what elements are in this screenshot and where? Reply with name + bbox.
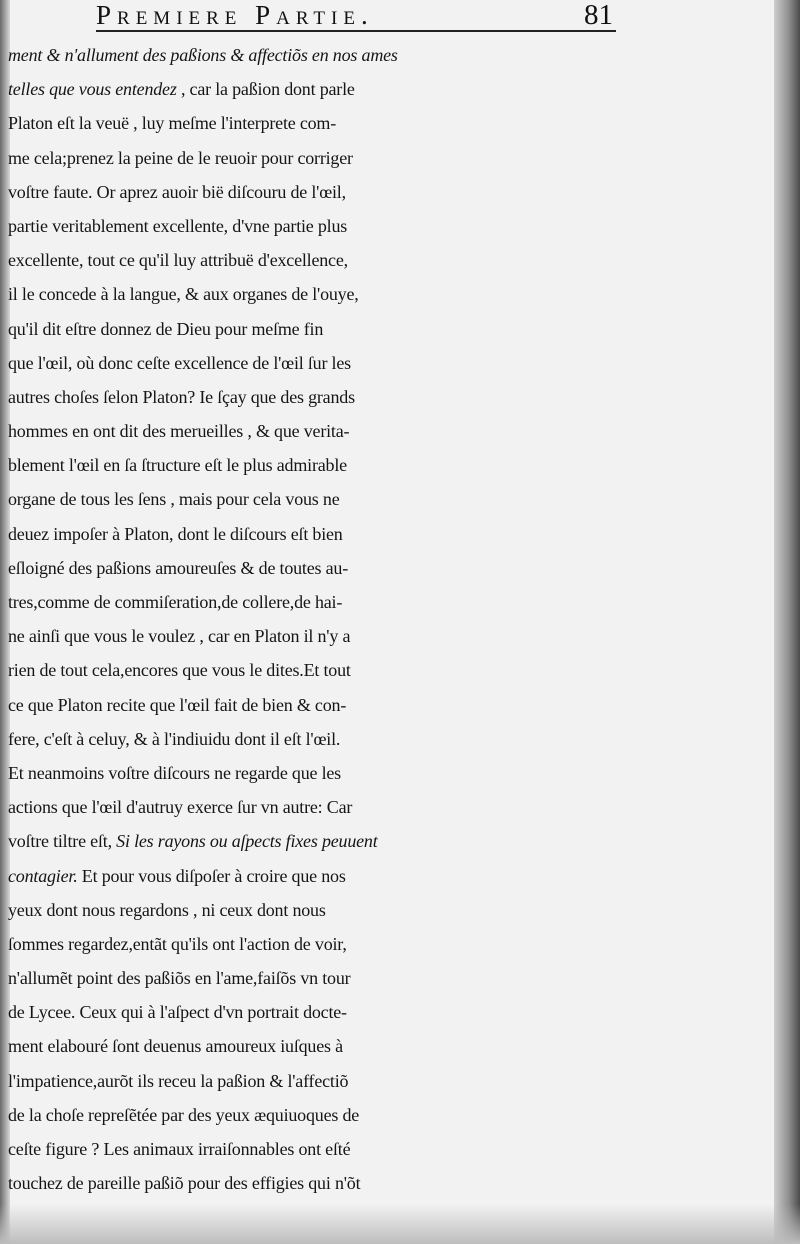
italic-text: ment & n'allument des paßions & affectiõs en nos ames [8,45,398,65]
text-line [8,1166,668,1200]
text-line [8,209,668,243]
text-line [8,106,668,140]
roman-text: excellente, tout ce qu'il luy attribuë d'excellence, [8,250,348,271]
body-text [8,38,668,1200]
text-line [8,756,668,790]
roman-text: n'allumẽt point des paßiõs en l'ame,faiſõs vn tour [8,968,351,989]
roman-text: ceſte figure ? Les animaux irraiſonnables ont eſté [8,1139,351,1159]
roman-text: voſtre faute. Or aprez auoir bië diſcouru de l'œil, [8,181,346,202]
roman-text: hommes en ont dit des merueilles , & que verita- [8,421,350,442]
text-line [8,722,668,756]
italic-text: telles que vous entendez [8,79,181,100]
text-line [8,961,668,995]
text-line [8,414,668,448]
text-line [8,551,668,585]
text-line [8,927,668,961]
roman-text: il le concede à la langue, & aux organes de l'ouye, [8,284,359,305]
text-line [8,243,668,277]
text-line [8,277,668,311]
roman-text: touchez de pareille paßiõ pour des effigies qui n'õt [8,1173,361,1194]
italic-text: contagier. [8,865,78,886]
text-line [8,619,668,653]
text-line [8,380,668,414]
text-line [8,1029,668,1063]
roman-text: eſloigné des paßions amoureuſes & de toutes au- [8,557,349,578]
roman-text: actions que l'œil d'autruy exerce ſur vn autre: Car [8,797,353,818]
roman-text: , car la paßion dont parle [180,79,355,100]
text-line [8,790,668,824]
text-line [8,1132,668,1166]
text-line [8,482,668,516]
text-line [8,1098,668,1132]
roman-text: blement l'œil en ſa ſtructure eſt le plus admirable [8,455,347,476]
running-title: Premiere Partie. [96,2,616,32]
italic-text: Si les rayons ou aſpects fixes peuuent [116,831,378,852]
text-line [8,1064,668,1098]
roman-text: ce que Platon recite que l'œil fait de bien & con- [8,694,347,715]
text-line [8,346,668,380]
roman-text: de Lycee. Ceux qui à l'aſpect d'vn portrait docte- [8,1002,347,1023]
roman-text: l'impatience,aurõt ils receu la paßion & l'affectiõ [8,1070,349,1091]
text-line [8,38,668,72]
roman-text: Et neanmoins voſtre diſcours ne regarde que les [8,762,341,783]
roman-text: rien de tout cela,encores que vous le dites.Et tout [8,660,351,681]
roman-text: Et pour vous diſpoſer à croire que nos [77,865,346,886]
text-line [8,688,668,722]
roman-text: ne ainſi que vous le voulez , car en Platon il n'y a [8,626,351,647]
text-line [8,653,668,687]
roman-text: deuez impoſer à Platon, dont le diſcours eſt bien [8,523,343,544]
text-line [8,312,668,346]
text-line [8,893,668,927]
roman-text: organe de tous les ſens , mais pour cela vous ne [8,489,340,510]
text-line [8,517,668,551]
roman-text: qu'il dit eſtre donnez de Dieu pour meſme fin [8,318,324,339]
roman-text: partie veritablement excellente, d'vne partie plus [8,215,348,236]
roman-text: voſtre tiltre eſt, [8,831,117,852]
roman-text: ment elabouré ſont deuenus amoureux iuſques à [8,1036,343,1057]
roman-text: me cela;prenez la peine de le reuoir pour corriger [8,147,353,168]
roman-text: Platon eſt la veuë , luy meſme l'interprete com- [8,113,337,134]
page-number: 81 [584,0,613,31]
text-line [8,72,668,106]
page-bottom-shadow [0,1204,800,1244]
roman-text: autres choſes ſelon Platon? Ie ſçay que des grands [8,386,355,407]
text-line [8,995,668,1029]
roman-text: que l'œil, où donc ceſte excellence de l'œil ſur les [8,352,351,373]
roman-text: de la choſe repreſẽtée par des yeux æquiuoques de [8,1104,360,1125]
text-line [8,585,668,619]
page-edge [774,0,800,1244]
roman-text: ſommes regardez,entãt qu'ils ont l'action de voir, [8,933,347,954]
text-line [8,141,668,175]
text-line [8,175,668,209]
roman-text: fere, c'eſt à celuy, & à l'indiuidu dont il eſt l'œil. [8,728,341,749]
text-line [8,448,668,482]
roman-text: tres,comme de commiſeration,de collere,de hai- [8,592,343,612]
text-line [8,859,668,893]
text-line [8,824,668,858]
roman-text: yeux dont nous regardons , ni ceux dont nous [8,899,326,920]
